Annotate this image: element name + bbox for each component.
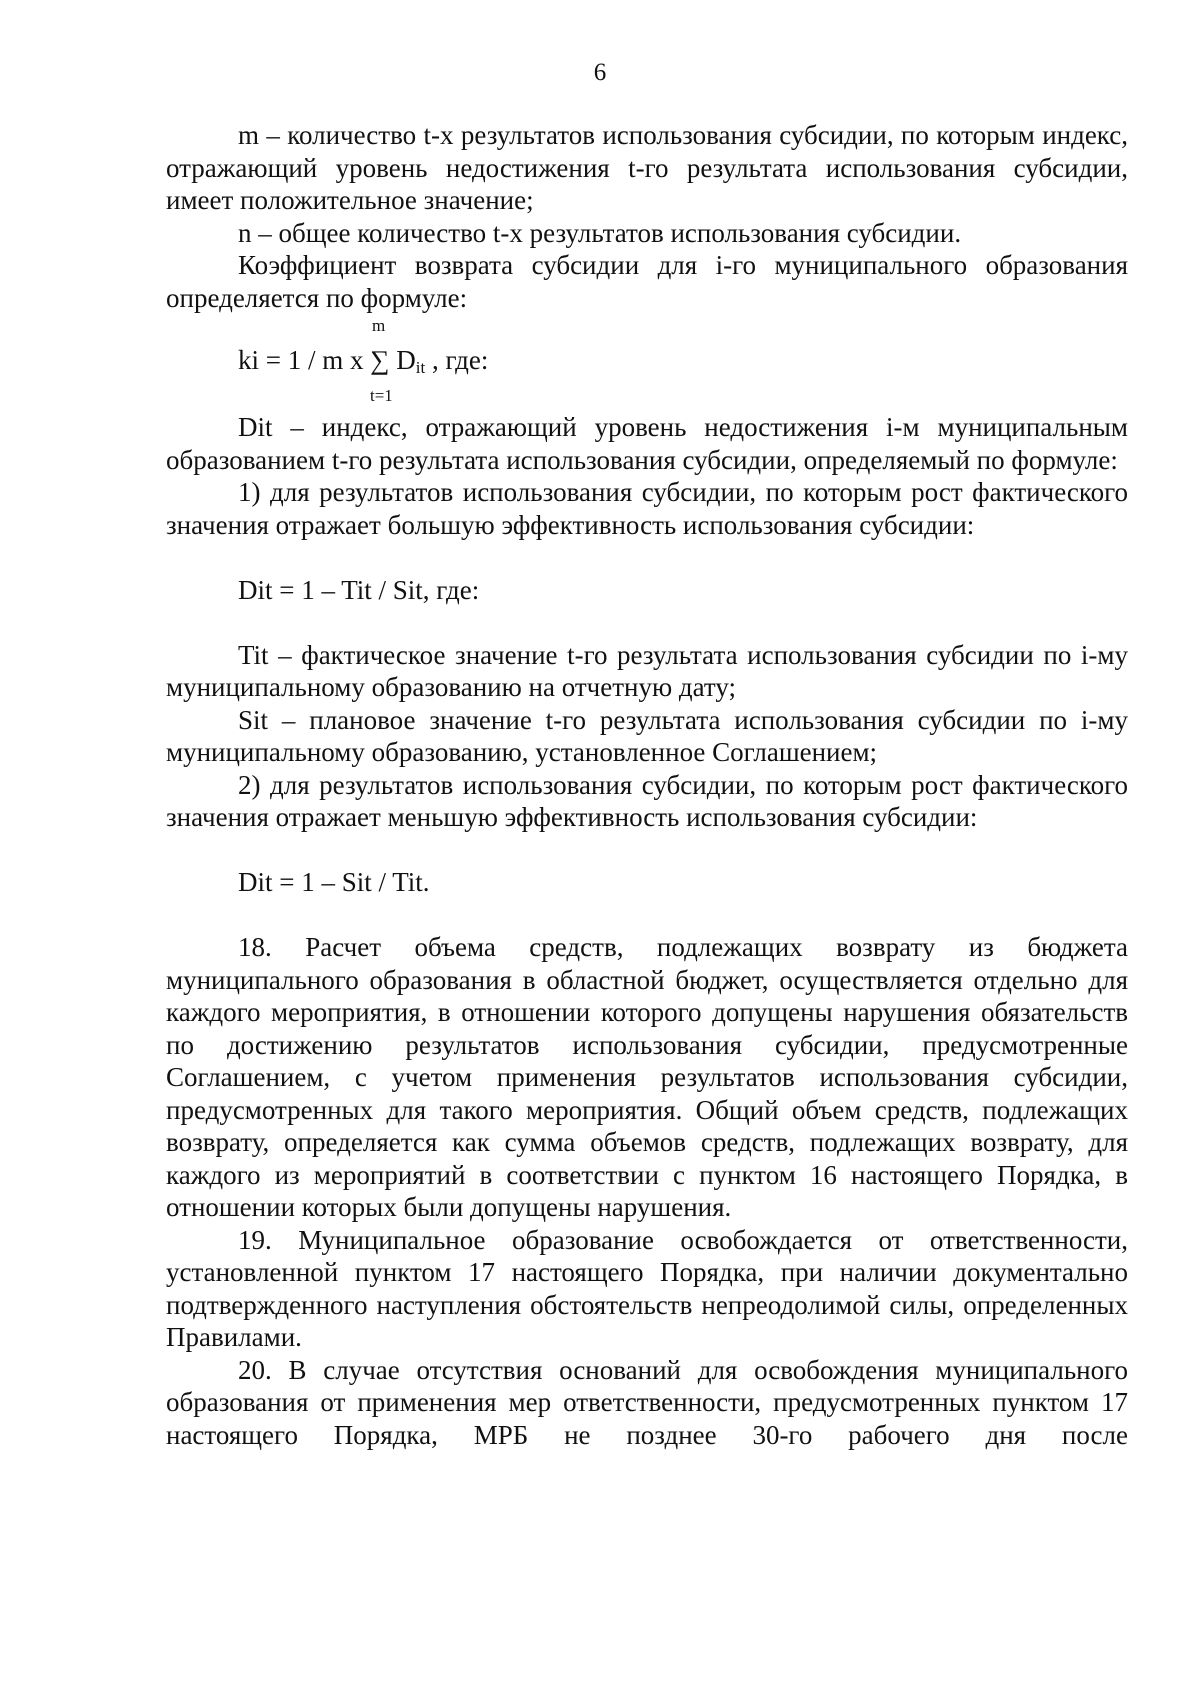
- spacer: [166, 606, 1128, 639]
- paragraph-case-1: 1) для результатов использования субсидии, по которым рост фактического значения отражает большую эффективность использования субсидии:: [166, 477, 1128, 540]
- ki-formula-term: D: [389, 345, 416, 375]
- paragraph-m-definition: m – количество t-х результатов использования субсидии, по которым индекс, отражающий уровень недостижения t-го результата использования субсидии, имеет положительное значение;: [166, 120, 1128, 215]
- sigma-symbol: ∑: [370, 345, 390, 375]
- spacer: [166, 541, 1128, 574]
- formula-dit-case-1: Dit = 1 – Tit / Sit, где:: [238, 574, 480, 605]
- sum-upper-limit: m: [372, 316, 386, 335]
- ki-formula-lhs: ki = 1 / m x: [238, 345, 371, 375]
- paragraph-item-18: 18. Расчет объема средств, подлежащих возврату из бюджета муниципального образования в областной бюджет, осуществляется отдельно для каждого мероприятия, в отношении которого допущены нарушения обязательств по достижению результатов использования субсидии, предусмотренные Соглашением, с учетом применения результатов использования субсидии, предусмотренных для такого мероприятия. Общий объем средств, подлежащих возврату, определяется как сумма объемов средств, подлежащих возврату, для каждого из мероприятий в соответствии с пунктом 16 настоящего Порядка, в отношении которых были допущены нарушения.: [166, 932, 1128, 1222]
- paragraph-case-2: 2) для результатов использования субсидии, по которым рост фактического значения отражает меньшую эффективность использования субсидии:: [166, 769, 1128, 832]
- spacer: [166, 834, 1128, 867]
- document-body: [166, 119, 1128, 1451]
- ki-formula-term-subscript: it: [415, 358, 426, 377]
- ki-formula-tail: , где:: [425, 345, 489, 375]
- paragraph-return-coefficient: Коэффициент возврата субсидии для i-го муниципального образования определяется по формуле:: [166, 250, 1128, 313]
- paragraph-dit-definition: Dit – индекс, отражающий уровень недостижения i-м муниципальным образованием t-го результата использования субсидии, определяемый по формуле:: [166, 412, 1128, 475]
- paragraph-item-20: 20. В случае отсутствия оснований для освобождения муниципального образования от применения мер ответственности, предусмотренных пунктом 17 настоящего Порядка, МРБ не позднее 30-го рабочего дня после: [166, 1354, 1128, 1450]
- spacer: [166, 899, 1128, 932]
- ki-formula-main: [238, 344, 488, 385]
- formula-dit-case-2: Dit = 1 – Sit / Tit.: [238, 867, 430, 897]
- paragraph-n-definition: n – общее количество t-х результатов использования субсидии.: [238, 217, 962, 248]
- sum-lower-limit: t=1: [370, 386, 393, 405]
- paragraph-item-19: 19. Муниципальное образование освобождается от ответственности, установленной пунктом 17 настоящего Порядка, при наличии документально подтвержденного наступления обстоятельств непреодолимой силы, определенных Правилами.: [166, 1224, 1128, 1352]
- paragraph-tit-definition: Tit – фактическое значение t-го результата использования субсидии по i-му муниципальному образованию на отчетную дату;: [166, 639, 1128, 702]
- ki-formula: [166, 314, 1128, 411]
- page-number: 6: [593, 59, 607, 86]
- paragraph-sit-definition: Sit – плановое значение t-го результата использования субсидии по i-му муниципальному образованию, установленное Соглашением;: [166, 704, 1128, 767]
